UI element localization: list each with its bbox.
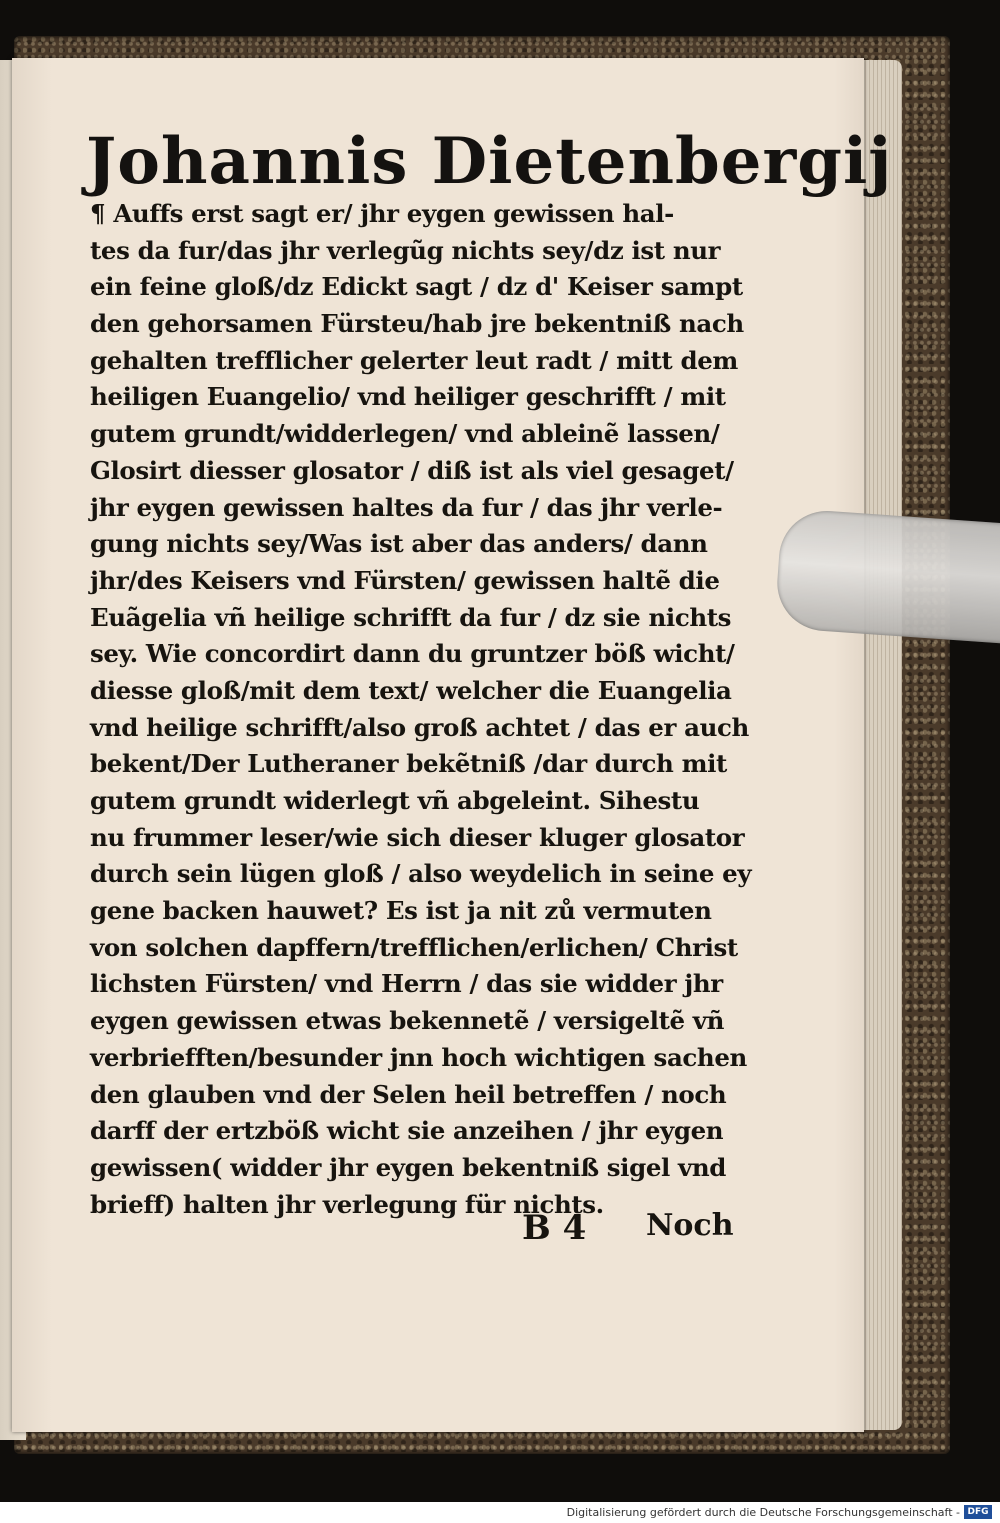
page-footer <box>522 1208 734 1252</box>
text-line: jhr/des Keisers vnd Fürsten/ gewissen haltẽ die <box>90 565 720 595</box>
text-line: Euãgelia vñ heilige schrifft da fur / dz sie nichts <box>90 602 732 632</box>
text-line: gutem grundt widerlegt vñ abgeleint. Sihestu <box>90 786 700 815</box>
text-line: den gehorsamen Fürsteu/hab jre bekentniß nach <box>90 309 744 339</box>
catchword: Noch <box>646 1208 734 1243</box>
text-line: gewissen( widder jhr eygen bekentniß sigel vnd <box>90 1152 727 1182</box>
text-line: tes da fur/das jhr verlegũg nichts sey/dz ist nur <box>90 235 721 265</box>
text-line: von solchen dapffern/trefflichen/erlichen/ Christ <box>90 932 738 962</box>
text-line: ein feine gloß/dz Edickt sagt / dz d' Keiser sampt <box>90 272 743 302</box>
text-line: vnd heilige schrifft/also groß achtet / das er auch <box>90 712 749 742</box>
text-line: bekent/Der Lutheraner bekẽtniß /dar durch mit <box>90 749 727 779</box>
text-line: ¶ Auffs erst sagt er/ jhr eygen gewissen hal- <box>90 199 674 228</box>
dfg-logo: DFG <box>964 1505 992 1519</box>
body-text <box>90 196 752 1223</box>
text-line: brieff) halten jhr verlegung für nichts. <box>90 1189 604 1219</box>
text-line: eygen gewissen etwas bekennetẽ / versigeltẽ vñ <box>90 1006 725 1036</box>
funding-credit: Digitalisierung gefördert durch die Deutsche Forschungsgemeinschaft - <box>566 1506 960 1519</box>
text-line: gutem grundt/widderlegen/ vnd ableinẽ lassen/ <box>90 419 720 449</box>
text-line: durch sein lügen gloß / also weydelich in seine ey <box>90 859 752 889</box>
text-line: sey. Wie concordirt dann du gruntzer böß wicht/ <box>90 639 735 669</box>
running-head: Johannis Dietenbergij <box>86 124 893 199</box>
text-line: Glosirt diesser glosator / diß ist als viel gesaget/ <box>90 455 734 485</box>
signature-mark: B 4 <box>522 1208 587 1248</box>
text-line: gehalten trefflicher gelerter leut radt / mitt dem <box>90 345 738 375</box>
text-line: lichsten Fürsten/ vnd Herrn / das sie widder jhr <box>90 969 723 999</box>
page-marker-tab <box>774 508 1000 644</box>
text-line: nu frummer leser/wie sich dieser kluger glosator <box>90 822 745 852</box>
text-line: verbriefften/besunder jnn hoch wichtigen sachen <box>90 1042 747 1072</box>
text-line: darff der ertzböß wicht sie anzeihen / jhr eygen <box>90 1116 724 1146</box>
text-line: diesse gloß/mit dem text/ welcher die Euangelia <box>90 675 732 705</box>
text-line: den glauben vnd der Selen heil betreffen / noch <box>90 1079 727 1109</box>
text-line: gung nichts sey/Was ist aber das anders/ dann <box>90 529 708 559</box>
text-line: jhr eygen gewissen haltes da fur / das jhr verle- <box>90 492 723 522</box>
text-line: heiligen Euangelio/ vnd heiliger geschrifft / mit <box>90 382 726 412</box>
text-line: gene backen hauwet? Es ist ja nit zů vermuten <box>90 896 712 926</box>
